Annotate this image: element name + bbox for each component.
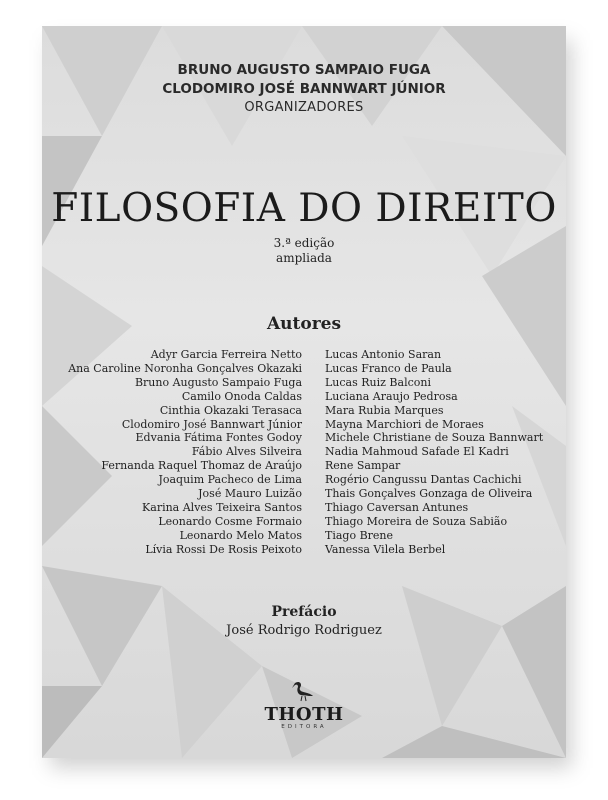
- author-name: Tiago Brene: [325, 528, 394, 542]
- book-cover: [42, 26, 566, 758]
- author-name: Leonardo Cosme Formaio: [158, 514, 302, 528]
- author-name: Joaquim Pacheco de Lima: [158, 473, 302, 487]
- author-name: Clodomiro José Bannwart Júnior: [121, 417, 302, 431]
- author-name: José Mauro Luizão: [198, 487, 302, 501]
- author-name: Nadia Mahmoud Safade El Kadri: [325, 445, 509, 459]
- organizer-name-2: CLODOMIRO JOSÉ BANNWART JÚNIOR: [162, 81, 446, 97]
- author-name: Camilo Onoda Caldas: [181, 389, 302, 403]
- publisher-logo: [254, 680, 354, 730]
- author-name: Mayna Marchiori de Moraes: [325, 417, 484, 431]
- author-name: Edvania Fátima Fontes Godoy: [135, 431, 302, 445]
- author-name: Luciana Araujo Pedrosa: [325, 389, 458, 403]
- preface-heading: Prefácio: [271, 604, 337, 620]
- author-name: Lucas Franco de Paula: [325, 361, 452, 375]
- publisher-name: THOTH: [264, 704, 344, 725]
- author-name: Michele Christiane de Souza Bannwart: [325, 431, 544, 445]
- author-name: Bruno Augusto Sampaio Fuga: [134, 375, 302, 389]
- organizers-label: ORGANIZADORES: [244, 100, 364, 115]
- author-name: Fernanda Raquel Thomaz de Araújo: [101, 459, 302, 473]
- author-name: Lívia Rossi De Rosis Peixoto: [145, 542, 302, 556]
- author-name: Thiago Moreira de Souza Sabião: [325, 514, 508, 528]
- publisher-subtitle: EDITORA: [281, 724, 327, 730]
- author-name: Fábio Alves Silveira: [191, 445, 302, 459]
- author-name: Thiago Caversan Antunes: [325, 500, 469, 514]
- author-name: Adyr Garcia Ferreira Netto: [150, 348, 302, 361]
- author-name: Cinthia Okazaki Terasaca: [159, 403, 302, 417]
- author-name: Lucas Ruiz Balconi: [325, 375, 431, 389]
- authors-heading: Autores: [266, 314, 342, 334]
- authors-right-column: [325, 348, 543, 557]
- preface-author: José Rodrigo Rodriguez: [226, 623, 382, 638]
- author-name: Vanessa Vilela Berbel: [325, 542, 446, 556]
- author-name: Leonardo Melo Matos: [179, 528, 302, 542]
- author-name: Rene Sampar: [325, 459, 401, 473]
- author-name: Lucas Antonio Saran: [325, 348, 442, 361]
- author-name: Rogério Cangussu Dantas Cachichi: [325, 473, 522, 487]
- book-title: FILOSOFIA DO DIREITO: [51, 186, 557, 231]
- author-name: Karina Alves Teixeira Santos: [142, 500, 302, 514]
- author-name: Ana Caroline Noronha Gonçalves Okazaki: [68, 361, 302, 375]
- author-name: Thais Gonçalves Gonzaga de Oliveira: [325, 487, 533, 501]
- edition-line-2: ampliada: [276, 251, 332, 265]
- organizer-name-1: BRUNO AUGUSTO SAMPAIO FUGA: [177, 62, 431, 78]
- authors-left-column: [68, 348, 302, 557]
- author-name: Mara Rubia Marques: [325, 403, 444, 417]
- edition-line-1: 3.ª edição: [273, 236, 335, 250]
- ibis-bird-icon: [289, 680, 319, 702]
